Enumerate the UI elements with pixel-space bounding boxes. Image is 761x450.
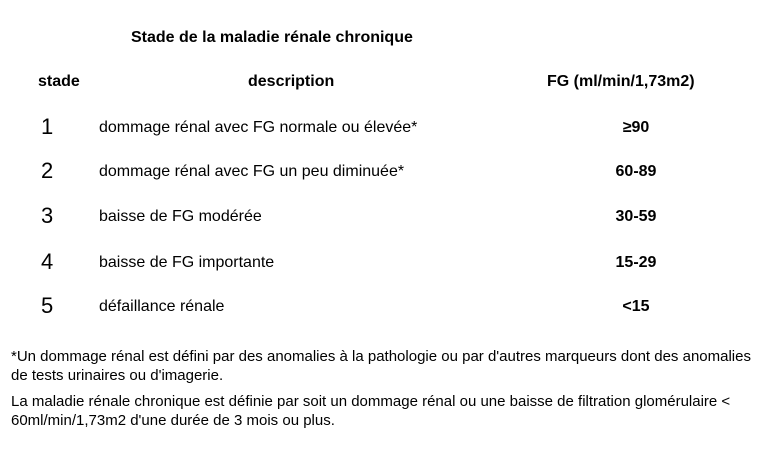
column-header-description: description (248, 73, 335, 90)
stade-description: baisse de FG modérée (99, 208, 262, 225)
column-header-fg: FG (ml/min/1,73m2) (547, 73, 695, 90)
stade-fg-range: <15 (622, 298, 650, 315)
table-row (0, 114, 761, 144)
table-title: Stade de la maladie rénale chronique (131, 29, 413, 46)
table-row (0, 158, 761, 188)
table-row (0, 293, 761, 323)
stade-fg-range: 60-89 (615, 163, 657, 180)
stade-description: baisse de FG importante (99, 254, 275, 271)
table-row (0, 203, 761, 233)
stade-fg-range: ≥90 (622, 119, 650, 136)
column-header-stade: stade (38, 73, 80, 90)
definition-note: La maladie rénale chronique est définie par soit un dommage rénal ou une baisse de filtration glomérulaire < 60ml/min/1,73m2 d'une durée de 3 mois ou plus. (11, 393, 731, 429)
stade-number: 5 (41, 293, 54, 318)
stade-number: 2 (41, 158, 54, 183)
stade-fg-range: 15-29 (615, 254, 657, 271)
stade-description: dommage rénal avec FG un peu diminuée* (99, 163, 405, 180)
stade-description: défaillance rénale (99, 298, 225, 315)
stade-number: 3 (41, 203, 54, 228)
footnote-dommage-renal: *Un dommage rénal est défini par des anomalies à la pathologie ou par d'autres marqueurs dont des anomalies de tests urinaires ou d'imagerie. (11, 348, 751, 384)
stade-fg-range: 30-59 (615, 208, 657, 225)
stade-number: 4 (41, 249, 54, 274)
stade-number: 1 (41, 114, 54, 139)
stade-description: dommage rénal avec FG normale ou élevée* (99, 119, 418, 136)
table-row (0, 249, 761, 279)
